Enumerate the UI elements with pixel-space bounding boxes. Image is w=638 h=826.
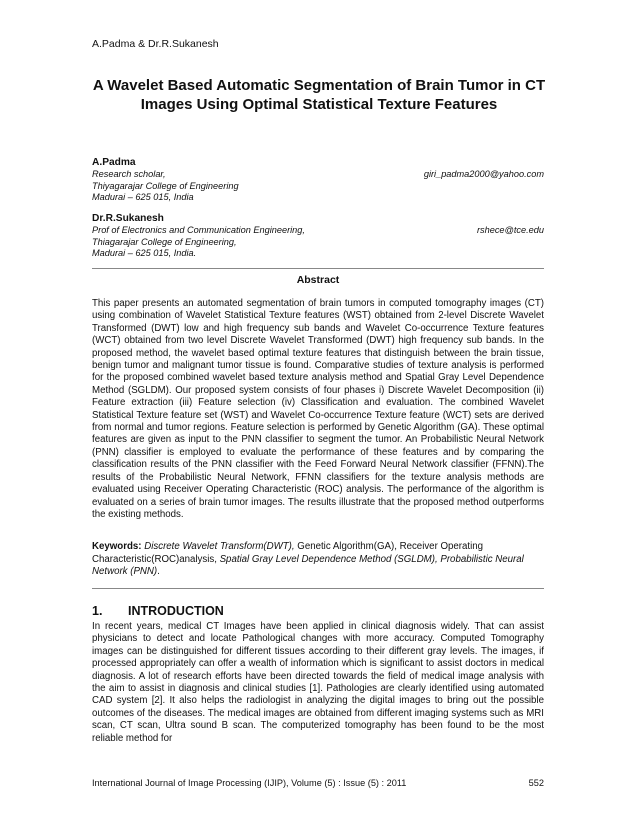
author-name: Dr.R.Sukanesh	[92, 213, 164, 224]
author-email[interactable]: giri_padma2000@yahoo.com	[423, 169, 544, 179]
intro-text: In recent years, medical CT Images have been applied in clinical diagnosis widely. That can assist physicians to detect and locate Pathological changes with more accuracy. Computed Tomography images can be distinguished for different tissues according to their different gray levels. The images, if processed appropriately can offer a wealth of information which is significant to assist doctors in medical diagnosis. A lot of research efforts have been directed towards the field of medical image analysis with the aim to assist in diagnosis and clinical studies [1]. Pathologies are clearly identified using automated CAD system [2]. It also helps the radiologist in analyzing the digital images to bring out the possible outcomes of the diseases. The medical images are obtained from different imaging systems such as MRI scan, CT scan, Ultra sound B scan. The computerized tomography has been found to be the most reliable method for	[92, 621, 544, 744]
divider-rule	[92, 268, 544, 269]
author-email[interactable]: rshece@tce.edu	[476, 225, 544, 235]
section-heading	[92, 604, 224, 618]
keywords	[92, 541, 544, 579]
keywords-part: Genetic Algorithm(GA), Receiver Operating Characteristic(ROC)analysis,	[92, 541, 484, 565]
author-role: Research scholar,	[92, 169, 166, 179]
author-affiliation: Thiyagarajar College of Engineering	[92, 180, 239, 191]
page-number: 552	[528, 778, 544, 788]
author-role: Prof of Electronics and Communication Engineering,	[92, 225, 305, 235]
keywords-part: Discrete Wavelet Transform(DWT),	[144, 541, 295, 552]
author-block-2	[92, 212, 544, 260]
footer-journal: International Journal of Image Processing (IJIP), Volume (5) : Issue (5) : 2011	[92, 778, 407, 788]
running-head: A.Padma & Dr.R.Sukanesh	[92, 38, 219, 50]
paper-title: A Wavelet Based Automatic Segmentation of Brain Tumor in CT Images Using Optimal Statistical Texture Features	[92, 77, 546, 113]
page-footer	[92, 778, 544, 788]
author-address: Madurai – 625 015, India.	[92, 248, 197, 259]
keywords-end: .	[157, 566, 160, 578]
section-title: INTRODUCTION	[128, 604, 224, 618]
keywords-part: Spatial Gray Level Dependence Method (SGLDM), Probabilistic Neural Network (PNN)	[92, 553, 524, 578]
author-name: A.Padma	[92, 157, 136, 168]
abstract-text: This paper presents an automated segmentation of brain tumors in computed tomography images (CT) using combination of Wavelet Statistical Texture features (WST) obtained from 2-level Discrete Wavelet Transformed (DWT) low and high frequency sub bands and Wavelet Co-occurrence Texture features (WCT) obtained from two level Discrete Wavelet Transformed (DWT) high frequency sub bands. In the proposed method, the wavelet based optimal texture features that distinguish between the brain tissue, benign tumor and malignant tumor tissue is found. Comparative studies of texture analysis is performed for the proposed combined wavelet based texture analysis method and Spatial Gray Level Dependence Method (SGLDM). Our proposed system consists of four phases i) Discrete Wavelet Decomposition (ii) Feature extraction (iii) Feature selection (iv) Classification and evaluation. The combined Wavelet Statistical Texture feature set (WST) and Wavelet Co-occurrence Texture feature (WCT) sets are derived from normal and tumor regions. Feature selection is performed by Genetic Algorithm (GA). These optimal features are given as input to the PNN classifier to segment the tumor. An Probabilistic Neural Network (PNN) classifier is employed to evaluate the performance of these features and by comparing the classification results of the PNN classifier with the Feed Forward Neural Network classifier (FFNN).The results of the Probabilistic Neural Network, FFNN classifiers for the texture analysis methods are evaluated using Receiver Operating Characteristic (ROC) analysis. The performance of the algorithm is evaluated on a series of brain tumor images. The results illustrate that the proposed method outperforms the existing methods.	[92, 298, 544, 520]
divider-rule	[92, 588, 544, 589]
author-affiliation: Thiagarajar College of Engineering,	[92, 236, 237, 247]
abstract-heading: Abstract	[296, 274, 340, 286]
author-block-1	[92, 156, 544, 204]
section-number: 1.	[92, 604, 103, 618]
keywords-label: Keywords:	[92, 541, 142, 552]
author-address: Madurai – 625 015, India	[92, 192, 194, 203]
